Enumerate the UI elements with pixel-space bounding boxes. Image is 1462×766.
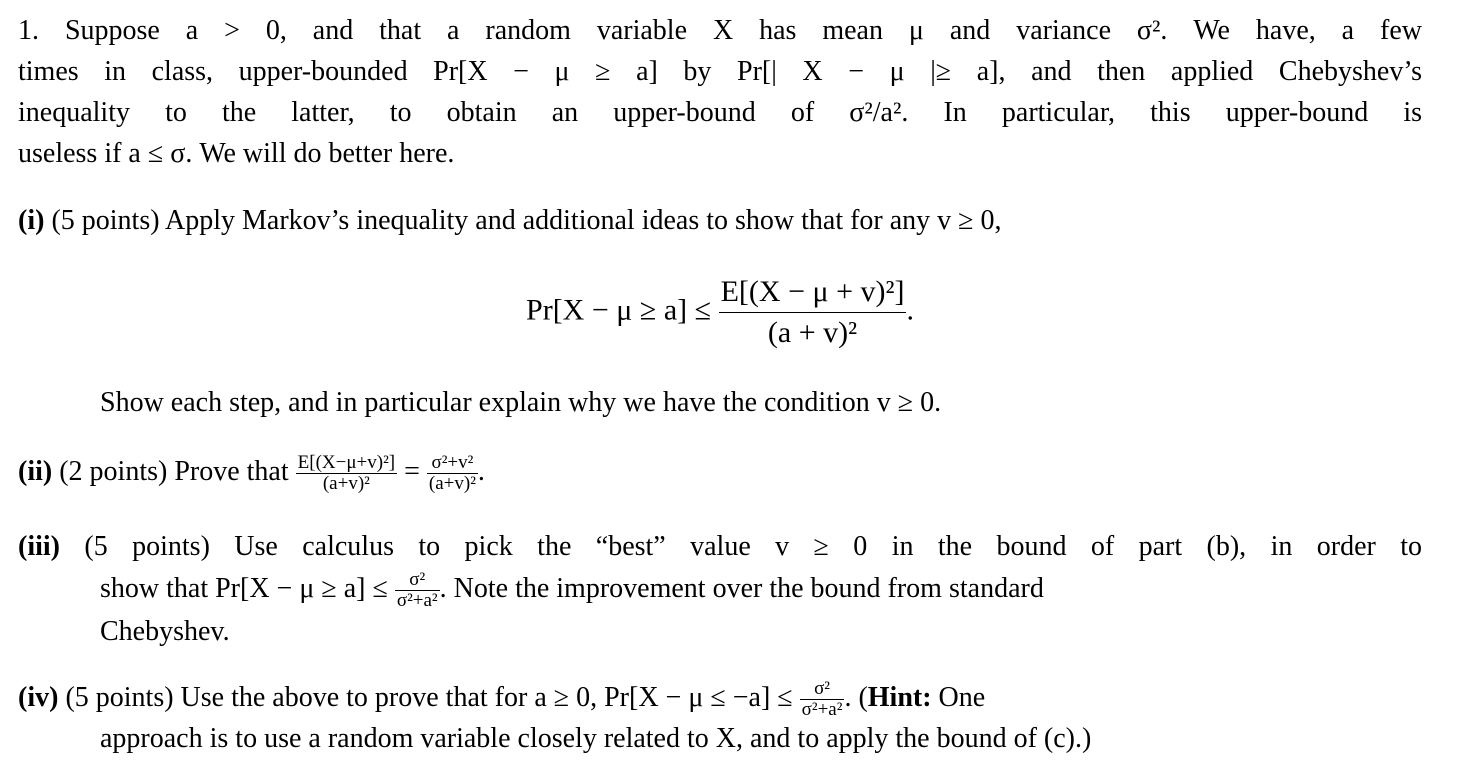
intro-line-2 xyxy=(18,51,1422,92)
problem-number: 1. xyxy=(18,15,39,46)
part-iii-line-2 xyxy=(18,567,1422,611)
part-ii-frac1-num: E[(X−μ+v)²] xyxy=(297,452,396,474)
part-i xyxy=(18,200,1422,241)
display-lhs: Pr[X − μ ≥ a] ≤ xyxy=(526,293,712,327)
part-i-label: (i) xyxy=(18,205,45,236)
intro-text-4: useless if a ≤ σ. We will do better here. xyxy=(18,138,455,169)
intro-line-4 xyxy=(18,133,1422,174)
part-iii-line-3 xyxy=(18,611,1422,652)
part-iii-text-1: (5 points) Use calculus to pick the “best” value v ≥ 0 in the bound of part (b), in order to xyxy=(84,531,1423,562)
part-iv-text-2: approach is to use a random variable closely related to X, and to apply the bound of (c).) xyxy=(100,723,1092,755)
display-fraction xyxy=(719,272,907,353)
part-iii-label: (iii) xyxy=(18,531,60,562)
part-iii-text-2-pre: show that Pr[X − μ ≥ a] ≤ xyxy=(100,573,388,604)
intro-line-3 xyxy=(18,92,1422,133)
part-iv-line-1 xyxy=(18,676,1422,720)
part-iv-frac-num: σ² xyxy=(800,679,845,700)
part-i-display-equation xyxy=(18,272,1422,353)
part-iv-text-1-post: One xyxy=(931,682,986,713)
part-i-followup xyxy=(100,382,1422,423)
part-iii-line-1 xyxy=(18,526,1422,567)
part-ii-fraction-1 xyxy=(296,453,397,494)
part-iii-frac-num: σ² xyxy=(395,570,440,591)
part-iv-label: (iv) xyxy=(18,682,59,713)
display-period: . xyxy=(906,293,914,327)
part-ii-period: . xyxy=(477,456,485,487)
part-iv-fraction xyxy=(800,679,845,720)
display-denominator: (a + v)² xyxy=(767,316,858,349)
part-ii-frac2-den: (a+v)² xyxy=(428,473,476,495)
intro-line-1 xyxy=(18,10,1422,51)
part-ii-equals: = xyxy=(404,456,420,487)
part-iv-text-1-mid: . ( xyxy=(844,682,868,713)
part-i-text: (5 points) Apply Markov’s inequality and additional ideas to show that for any v ≥ 0, xyxy=(51,205,1002,236)
part-iii-text-2-post: . Note the improvement over the bound from standard xyxy=(439,573,1044,604)
part-iv-text-1-pre: (5 points) Use the above to prove that for a ≥ 0, Pr[X − μ ≤ −a] ≤ xyxy=(65,682,793,713)
display-numerator: E[(X − μ + v)²] xyxy=(719,272,907,313)
part-iv-line-2 xyxy=(18,720,1422,758)
part-iv-hint-label: Hint: xyxy=(867,682,932,713)
part-iii-fraction xyxy=(395,570,440,611)
part-iii-frac-den: σ²+a² xyxy=(396,590,438,612)
problem-intro xyxy=(18,10,1422,174)
part-iv-frac-den: σ²+a² xyxy=(801,699,843,721)
part-i-followup-text: Show each step, and in particular explain why we have the condition v ≥ 0. xyxy=(100,387,942,418)
intro-text-1: Suppose a > 0, and that a random variable X has mean μ and variance σ². We have, a few xyxy=(64,15,1423,46)
part-ii-text: (2 points) Prove that xyxy=(59,456,289,487)
intro-text-3: inequality to the latter, to obtain an upper-bound of σ²/a². In particular, this upper-bound is xyxy=(18,97,1422,128)
part-iv xyxy=(18,676,1422,758)
part-iii xyxy=(18,526,1422,652)
intro-text-2: times in class, upper-bounded Pr[X − μ ≥ a] by Pr[| X − μ |≥ a], and then applied Chebyshev’s xyxy=(18,56,1422,87)
part-ii xyxy=(18,450,1422,494)
part-ii-frac1-den: (a+v)² xyxy=(322,473,370,495)
part-ii-label: (ii) xyxy=(18,456,53,487)
part-ii-frac2-num: σ²+v² xyxy=(427,453,478,474)
part-iii-text-3: Chebyshev. xyxy=(100,616,230,648)
part-ii-fraction-2 xyxy=(427,453,478,494)
